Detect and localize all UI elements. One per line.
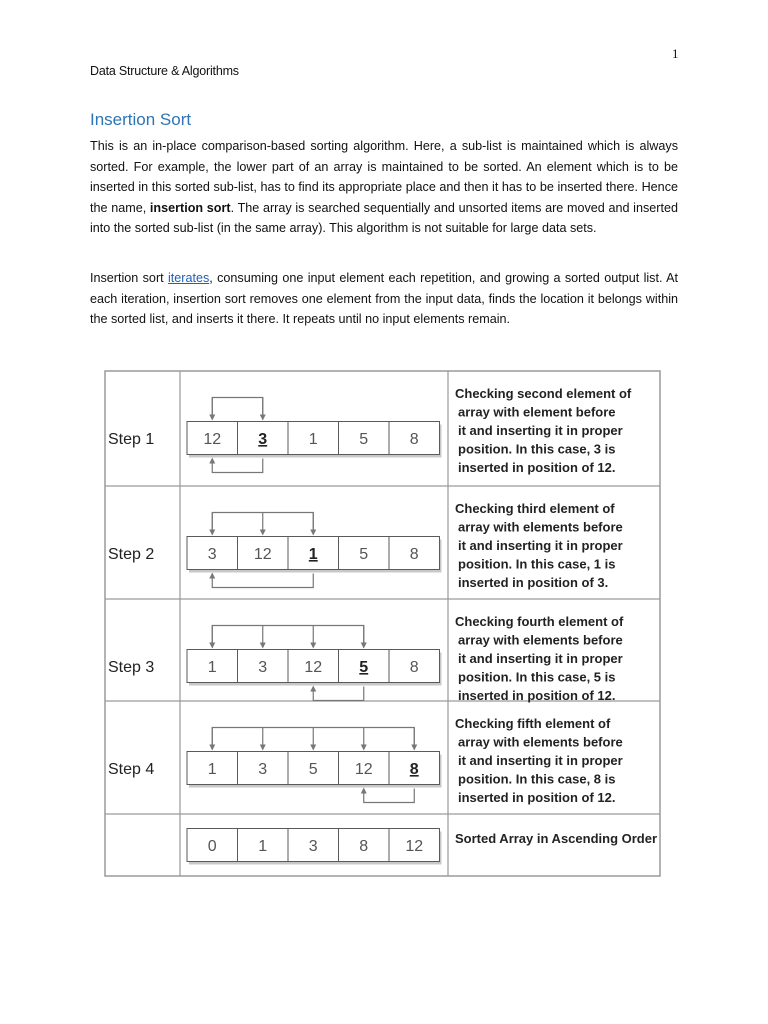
iterates-link[interactable]: iterates [167,271,210,285]
array-cell-value: 0 [207,838,217,855]
step-description-line: inserted in position of 3. [458,575,609,590]
iteration-paragraph [90,268,678,330]
step-description-line: position. In this case, 5 is [458,669,616,685]
step-label: Step 1 [108,431,155,448]
iteration-text-2: , consuming one input element each repetition, and growing a sorted output list. At each iteration, insertion sort removes one element from the input data, finds the location it belongs within the sorted list, and inserts it there. It repeats until no input elements remain. [90,271,678,326]
array-cell-value: 8 [409,546,419,563]
array-cell-value: 8 [409,761,419,778]
array-cell-value: 8 [359,838,369,855]
array-cell-value: 1 [258,838,268,855]
array-cell-value: 8 [409,659,419,676]
array-cell-value: 1 [308,546,318,563]
step-description-line: position. In this case, 3 is [458,441,616,457]
insertion-sort-diagram [100,366,665,881]
array-cell-value: 12 [354,761,373,778]
section-title: Insertion Sort [90,110,192,129]
array-cell-value: 1 [207,761,217,778]
step-description-line: inserted in position of 12. [458,688,616,703]
step-description-line: it and inserting it in proper [458,753,623,768]
step-description-line: Checking third element of [455,501,615,516]
array-cell-value: 12 [405,838,424,855]
array-cell-value: 3 [258,761,268,778]
array-cell-value: 3 [207,546,217,563]
step-description-line: it and inserting it in proper [458,651,623,666]
array-cell-value: 1 [308,431,318,448]
step-description-line: inserted in position of 12. [458,460,616,475]
step-description-line: array with elements before [458,519,623,535]
step-description-line: inserted in position of 12. [458,790,616,805]
array-cell-value: 5 [359,431,369,448]
array-cell-value: 3 [258,659,268,676]
array-cell-value: 5 [308,761,318,778]
step-label: Step 4 [108,761,155,778]
step-description-line: it and inserting it in proper [458,538,623,553]
array-cell-value: 3 [308,838,318,855]
step-description-line: array with elements before [458,632,623,648]
step-description-line: Checking second element of [455,386,632,401]
step-description-line: it and inserting it in proper [458,423,623,438]
step-description-line: position. In this case, 8 is [458,771,616,787]
intro-text-2: . The array is searched sequentially and unsorted items are moved and inserted into the sorted sub-list (in the same array). This algorithm is not suitable for large data sets. [90,200,678,235]
array-cell-value: 3 [258,431,268,448]
step-description-line: array with element before [458,404,616,420]
array-cell-value: 5 [359,659,369,676]
iteration-text-1: Insertion sort [90,271,168,285]
array-cell-value: 12 [304,659,323,676]
array-cell-value: 12 [203,431,222,448]
intro-paragraph [90,136,678,239]
step-label: Step 3 [108,659,155,676]
step-description-line: Checking fifth element of [455,716,611,731]
document-header: Data Structure & Algorithms [90,64,239,78]
step-description-line: Checking fourth element of [455,614,624,629]
page-number: 1 [672,46,679,61]
step-description-line: Sorted Array in Ascending Order [455,831,658,846]
intro-bold-term: insertion sort [149,200,231,215]
step-description-line: array with elements before [458,734,623,750]
array-cell-value: 5 [359,546,369,563]
step-description-line: position. In this case, 1 is [458,556,616,572]
step-label: Step 2 [108,546,155,563]
array-cell-value: 1 [207,659,217,676]
array-cell-value: 12 [253,546,272,563]
intro-text-1: This is an in-place comparison-based sorting algorithm. Here, a sub-list is maintained which is always sorted. For example, the lower part of an array is maintained to be sorted. An element which is to be inserted in this sorted sub-list, has to find its appropriate place and then it has to be inserted there. Hence the name, [90,139,678,215]
array-cell-value: 8 [409,431,419,448]
